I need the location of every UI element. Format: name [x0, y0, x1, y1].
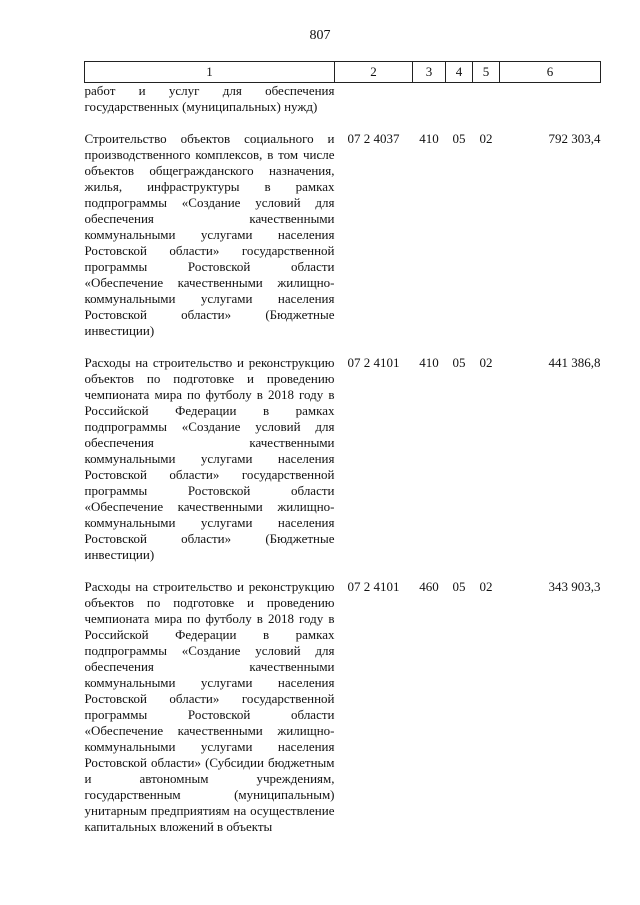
- header-col-5: 5: [473, 62, 500, 83]
- row-spacer: [85, 115, 601, 131]
- row-type: [413, 83, 446, 116]
- row-type: 460: [419, 579, 439, 594]
- row-description: Расходы на строительство и реконструкцию объектов по подготовке и проведению чемпионата мира по футболу в 2018 году в Российской Федерации в рамках подпрограммы «Создание условий для обеспечения качественными коммунальными услугами населения Ростовской области» государственной программы Ростовской области «Обеспечение качественными жилищно-коммунальными услугами населения Ростовской области» (Бюджетные инвестиции): [84, 355, 335, 562]
- header-col-4: 4: [446, 62, 473, 83]
- row-spacer: [85, 339, 601, 355]
- table-row: [85, 83, 601, 116]
- table-body: [85, 83, 601, 836]
- row-code: 07 2 4101: [347, 355, 400, 370]
- row-type: 410: [419, 131, 439, 146]
- row-description: Расходы на строительство и реконструкцию объектов по подготовке и проведению чемпионата мира по футболу в 2018 году в Российской Федерации в рамках подпрограммы «Создание условий для обеспечения качественными коммунальными услугами населения Ростовской области» государственной программы Ростовской области «Обеспечение качественными жилищно-коммунальными услугами населения Ростовской области» (Субсидии бюджетным и автономным учреждениям, государственным (муниципальным) унитарным предприятиям на осуществление капитальных вложений в объекты: [84, 579, 335, 834]
- page-number: 807: [309, 28, 331, 43]
- row-description: работ и услуг для обеспечения государственных (муниципальных) нужд): [84, 83, 335, 114]
- row-type: 410: [419, 355, 439, 370]
- header-col-3: 3: [413, 62, 446, 83]
- row-subsection: [473, 83, 500, 116]
- row-section: [446, 83, 473, 116]
- header-col-6: 6: [500, 62, 601, 83]
- row-section: 05: [452, 131, 466, 146]
- row-amount: 441 386,8: [548, 355, 601, 370]
- table-row: [85, 355, 601, 563]
- table-header: [85, 62, 601, 83]
- table-row: [85, 579, 601, 835]
- row-subsection: 02: [479, 131, 493, 146]
- row-code: 07 2 4101: [347, 579, 400, 594]
- row-amount: 792 303,4: [548, 131, 601, 146]
- row-spacer: [85, 563, 601, 579]
- row-section: 05: [452, 355, 466, 370]
- header-col-1: 1: [85, 62, 335, 83]
- row-amount: [500, 83, 601, 116]
- row-subsection: 02: [479, 355, 493, 370]
- row-code: 07 2 4037: [347, 131, 400, 146]
- row-description: Строительство объектов социального и производственного комплексов, в том числе объектов общегражданского назначения, жилья, инфраструктуры в рамках подпрограммы «Создание условий для обеспечения качественными коммунальными услугами населения Ростовской области» государственной программы Ростовской области «Обеспечение качественными жилищно-коммунальными услугами населения Ростовской области» (Бюджетные инвестиции): [84, 131, 335, 338]
- row-section: 05: [452, 579, 466, 594]
- budget-table: [84, 61, 601, 835]
- header-row: [85, 62, 601, 83]
- table-row: [85, 131, 601, 339]
- header-col-2: 2: [335, 62, 413, 83]
- row-amount: 343 903,3: [548, 579, 601, 594]
- row-code: [335, 83, 413, 116]
- row-subsection: 02: [479, 579, 493, 594]
